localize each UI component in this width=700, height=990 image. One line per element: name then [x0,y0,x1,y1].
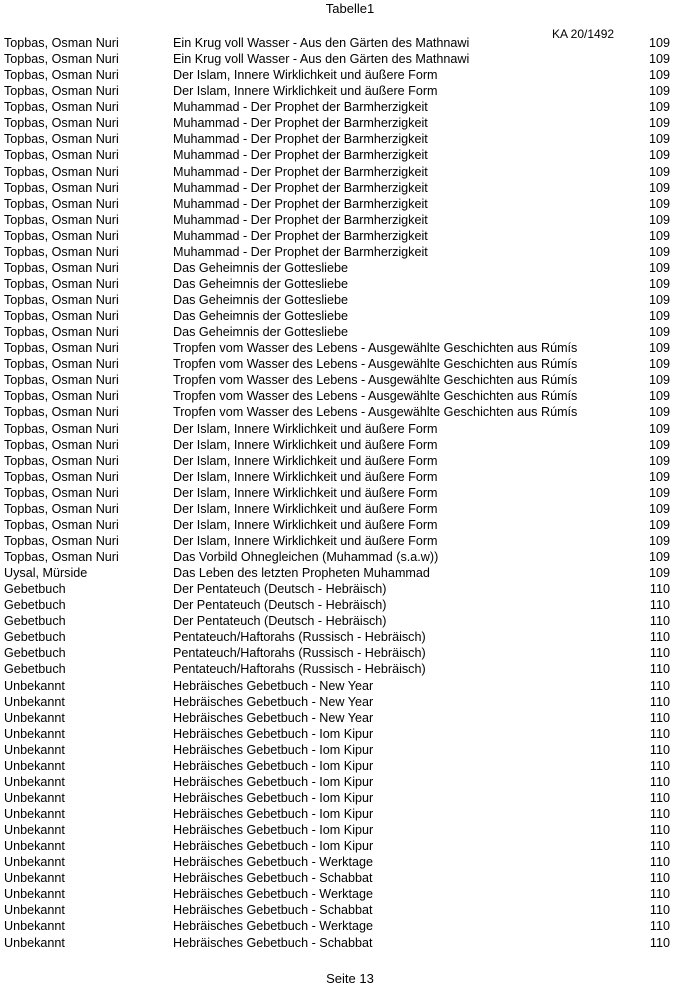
table-row [0,726,700,742]
author-cell: Uysal, Mürside [4,566,88,581]
number-cell: 109 [648,52,670,67]
table-row [0,469,700,485]
title-cell: Der Islam, Innere Wirklichkeit und äußere Form [173,453,438,468]
title-cell: Hebräisches Gebetbuch - Schabbat [173,935,373,950]
table-row [0,758,700,774]
author-cell: Topbas, Osman Nuri [4,437,119,452]
table-row [0,501,700,517]
author-cell: Topbas, Osman Nuri [4,550,119,564]
author-cell: Unbekannt [4,887,65,902]
number-cell: 110 [649,742,670,757]
author-cell: Topbas, Osman Nuri [4,341,119,356]
table-row [0,886,700,902]
author-cell: Gebetbuch [4,630,66,645]
number-cell: 110 [649,919,670,934]
number-cell: 109 [648,485,670,500]
table-row [0,180,700,196]
page-number-footer: Seite 13 [326,971,374,986]
number-cell: 109 [648,421,670,436]
author-cell: Topbas, Osman Nuri [4,405,119,420]
title-cell: Der Pentateuch (Deutsch - Hebräisch) [173,614,387,629]
table-row [0,935,700,951]
title-cell: Der Islam, Innere Wirklichkeit und äußere Form [173,485,438,500]
number-cell: 109 [648,533,670,548]
author-cell: Topbas, Osman Nuri [4,132,119,147]
number-cell: 109 [648,196,670,211]
title-cell: Der Islam, Innere Wirklichkeit und äußere Form [173,533,438,548]
author-cell: Gebetbuch [4,582,66,597]
table-row [0,196,700,212]
title-cell: Muhammad - Der Prophet der Barmherzigkeit [173,132,428,147]
table-row [0,340,700,356]
title-cell: Das Geheimnis der Gottesliebe [173,293,348,307]
author-cell: Unbekannt [4,903,65,918]
number-cell: 110 [649,598,670,613]
number-cell: 110 [649,678,670,693]
author-cell: Unbekannt [4,807,65,821]
title-cell: Ein Krug voll Wasser - Aus den Gärten des Mathnawi [173,36,470,50]
table-row [0,276,700,292]
title-cell: Muhammad - Der Prophet der Barmherzigkeit [173,148,428,163]
title-cell: Hebräisches Gebetbuch - Werktage [173,919,373,934]
author-cell: Topbas, Osman Nuri [4,100,119,115]
title-cell: Hebräisches Gebetbuch - Iom Kipur [173,807,374,821]
table-row [0,404,700,420]
number-cell: 109 [648,453,670,468]
number-cell: 109 [648,84,670,99]
title-cell: Hebräisches Gebetbuch - Iom Kipur [173,742,374,757]
number-cell: 109 [648,550,670,564]
author-cell: Gebetbuch [4,614,66,629]
number-cell: 110 [649,807,670,821]
table-row [0,581,700,597]
author-cell: Unbekannt [4,726,65,741]
table-row [0,131,700,147]
title-cell: Der Islam, Innere Wirklichkeit und äußere Form [173,469,438,484]
table-row [0,453,700,469]
title-cell: Hebräisches Gebetbuch - New Year [173,678,374,693]
number-cell: 109 [648,148,670,163]
number-cell: 110 [649,614,670,629]
number-cell: 109 [648,501,670,516]
number-cell: 109 [648,437,670,452]
author-cell: Topbas, Osman Nuri [4,84,119,99]
table-row [0,388,700,404]
title-cell: Das Geheimnis der Gottesliebe [173,325,348,340]
title-cell: Muhammad - Der Prophet der Barmherzigkeit [173,212,428,227]
title-cell: Der Pentateuch (Deutsch - Hebräisch) [173,582,387,597]
number-cell: 109 [648,341,670,356]
title-cell: Hebräisches Gebetbuch - Iom Kipur [173,839,374,854]
table-row [0,308,700,324]
table-row [0,35,700,51]
author-cell: Topbas, Osman Nuri [4,501,119,516]
title-cell: Das Geheimnis der Gottesliebe [173,276,348,291]
author-cell: Topbas, Osman Nuri [4,36,119,50]
table-row [0,372,700,388]
title-cell: Hebräisches Gebetbuch - Iom Kipur [173,790,374,805]
table-row [0,597,700,613]
table-row [0,822,700,838]
author-cell: Unbekannt [4,839,65,854]
author-cell: Topbas, Osman Nuri [4,260,119,275]
author-cell: Topbas, Osman Nuri [4,244,119,259]
number-cell: 109 [648,325,670,340]
author-cell: Topbas, Osman Nuri [4,389,119,404]
table-row [0,244,700,260]
title-cell: Der Islam, Innere Wirklichkeit und äußere Form [173,501,438,516]
title-cell: Hebräisches Gebetbuch - Werktage [173,887,373,902]
title-cell: Muhammad - Der Prophet der Barmherzigkeit [173,196,428,211]
title-cell: Das Geheimnis der Gottesliebe [173,260,348,275]
author-cell: Unbekannt [4,710,65,725]
author-cell: Unbekannt [4,774,65,789]
number-cell: 110 [649,726,670,741]
number-cell: 109 [648,212,670,227]
title-cell: Tropfen vom Wasser des Lebens - Ausgewählte Geschichten aus Rúmís [173,341,578,356]
title-cell: Muhammad - Der Prophet der Barmherzigkeit [173,100,428,115]
table-row [0,902,700,918]
number-cell: 110 [649,630,670,645]
title-cell: Muhammad - Der Prophet der Barmherzigkeit [173,164,428,179]
author-cell: Topbas, Osman Nuri [4,116,119,131]
title-cell: Der Islam, Innere Wirklichkeit und äußere Form [173,84,438,99]
author-cell: Unbekannt [4,823,65,838]
title-cell: Tropfen vom Wasser des Lebens - Ausgewählte Geschichten aus Rúmís [173,373,578,388]
table-row [0,115,700,131]
number-cell: 109 [648,116,670,131]
number-cell: 109 [648,244,670,259]
number-cell: 109 [648,36,670,50]
number-cell: 109 [648,389,670,404]
number-cell: 110 [649,855,670,870]
number-cell: 110 [649,935,670,950]
table-row [0,742,700,758]
title-cell: Tropfen vom Wasser des Lebens - Ausgewählte Geschichten aus Rúmís [173,389,578,404]
number-cell: 110 [649,662,670,677]
author-cell: Unbekannt [4,694,65,709]
title-cell: Der Pentateuch (Deutsch - Hebräisch) [173,598,387,613]
author-cell: Gebetbuch [4,662,66,677]
table-row [0,549,700,565]
number-cell: 109 [648,180,670,195]
title-cell: Der Islam, Innere Wirklichkeit und äußere Form [173,517,438,532]
author-cell: Topbas, Osman Nuri [4,421,119,436]
number-cell: 110 [649,823,670,838]
table-row [0,99,700,115]
title-cell: Der Islam, Innere Wirklichkeit und äußere Form [173,68,438,83]
author-cell: Unbekannt [4,758,65,773]
table-row [0,774,700,790]
title-cell: Pentateuch/Haftorahs (Russisch - Hebräisch) [173,662,426,677]
number-cell: 109 [648,68,670,83]
author-cell: Gebetbuch [4,646,66,661]
number-cell: 110 [649,887,670,902]
table-row [0,710,700,726]
number-cell: 109 [648,132,670,147]
number-cell: 110 [649,774,670,789]
author-cell: Unbekannt [4,678,65,693]
table-row [0,533,700,549]
author-cell: Topbas, Osman Nuri [4,164,119,179]
title-cell: Tropfen vom Wasser des Lebens - Ausgewählte Geschichten aus Rúmís [173,357,578,372]
author-cell: Topbas, Osman Nuri [4,357,119,372]
author-cell: Unbekannt [4,871,65,886]
author-cell: Topbas, Osman Nuri [4,68,119,83]
title-cell: Tropfen vom Wasser des Lebens - Ausgewählte Geschichten aus Rúmís [173,405,578,420]
author-cell: Topbas, Osman Nuri [4,373,119,388]
table-row [0,790,700,806]
author-cell: Topbas, Osman Nuri [4,196,119,211]
number-cell: 109 [648,100,670,115]
title-cell: Das Vorbild Ohnegleichen (Muhammad (s.a.w)) [173,550,439,564]
title-cell: Hebräisches Gebetbuch - Iom Kipur [173,726,374,741]
number-cell: 110 [649,839,670,854]
title-cell: Pentateuch/Haftorahs (Russisch - Hebräisch) [173,646,426,661]
number-cell: 110 [649,790,670,805]
author-cell: Topbas, Osman Nuri [4,309,119,324]
table-row [0,485,700,501]
number-cell: 109 [648,309,670,324]
author-cell: Unbekannt [4,742,65,757]
author-cell: Unbekannt [4,919,65,934]
table-row [0,421,700,437]
number-cell: 109 [648,164,670,179]
number-cell: 109 [648,405,670,420]
table-row [0,51,700,67]
title-cell: Muhammad - Der Prophet der Barmherzigkeit [173,244,428,259]
author-cell: Topbas, Osman Nuri [4,276,119,291]
author-cell: Topbas, Osman Nuri [4,325,119,340]
table-row [0,838,700,854]
title-cell: Hebräisches Gebetbuch - Iom Kipur [173,823,374,838]
title-cell: Das Leben des letzten Propheten Muhammad [173,566,430,581]
number-cell: 109 [648,293,670,307]
author-cell: Topbas, Osman Nuri [4,469,119,484]
reference-code: KA 20/1492 [552,27,615,41]
table-row [0,565,700,581]
title-cell: Hebräisches Gebetbuch - Schabbat [173,903,373,918]
table-row [0,661,700,677]
sheet-title: Tabelle1 [325,1,375,16]
number-cell: 110 [649,903,670,918]
number-cell: 110 [649,758,670,773]
author-cell: Unbekannt [4,855,65,870]
title-cell: Muhammad - Der Prophet der Barmherzigkeit [173,228,428,243]
table-row [0,613,700,629]
number-cell: 110 [649,871,670,886]
author-cell: Topbas, Osman Nuri [4,453,119,468]
table-row [0,324,700,340]
title-cell: Hebräisches Gebetbuch - New Year [173,694,374,709]
title-cell: Hebräisches Gebetbuch - Werktage [173,855,373,870]
table-row [0,260,700,276]
table-row [0,517,700,533]
title-cell: Hebräisches Gebetbuch - Iom Kipur [173,774,374,789]
title-cell: Muhammad - Der Prophet der Barmherzigkeit [173,116,428,131]
title-cell: Hebräisches Gebetbuch - Iom Kipur [173,758,374,773]
number-cell: 109 [648,373,670,388]
table-row [0,918,700,934]
table-row [0,678,700,694]
title-cell: Hebräisches Gebetbuch - Schabbat [173,871,373,886]
number-cell: 109 [648,260,670,275]
table-row [0,645,700,661]
number-cell: 110 [649,694,670,709]
table-row [0,228,700,244]
title-cell: Pentateuch/Haftorahs (Russisch - Hebräisch) [173,630,426,645]
number-cell: 109 [648,566,670,581]
table-row [0,854,700,870]
table-row [0,292,700,308]
author-cell: Gebetbuch [4,598,66,613]
table-row [0,356,700,372]
table-row [0,437,700,453]
author-cell: Topbas, Osman Nuri [4,52,119,67]
number-cell: 109 [648,228,670,243]
number-cell: 109 [648,276,670,291]
table-row [0,147,700,163]
author-cell: Topbas, Osman Nuri [4,293,119,307]
number-cell: 110 [649,710,670,725]
author-cell: Topbas, Osman Nuri [4,517,119,532]
table-row [0,164,700,180]
table-row [0,67,700,83]
table-row [0,83,700,99]
number-cell: 109 [648,517,670,532]
title-cell: Hebräisches Gebetbuch - New Year [173,710,374,725]
author-cell: Topbas, Osman Nuri [4,148,119,163]
table-row [0,870,700,886]
number-cell: 110 [649,646,670,661]
title-cell: Der Islam, Innere Wirklichkeit und äußere Form [173,421,438,436]
title-cell: Ein Krug voll Wasser - Aus den Gärten des Mathnawi [173,52,470,67]
table-row [0,212,700,228]
table-row [0,806,700,822]
author-cell: Topbas, Osman Nuri [4,212,119,227]
author-cell: Topbas, Osman Nuri [4,180,119,195]
table-row [0,629,700,645]
book-list-table [0,35,700,951]
author-cell: Topbas, Osman Nuri [4,485,119,500]
author-cell: Unbekannt [4,790,65,805]
title-cell: Der Islam, Innere Wirklichkeit und äußere Form [173,437,438,452]
title-cell: Das Geheimnis der Gottesliebe [173,309,348,324]
title-cell: Muhammad - Der Prophet der Barmherzigkeit [173,180,428,195]
number-cell: 109 [648,469,670,484]
author-cell: Topbas, Osman Nuri [4,533,119,548]
number-cell: 109 [648,357,670,372]
author-cell: Unbekannt [4,935,65,950]
author-cell: Topbas, Osman Nuri [4,228,119,243]
table-row [0,694,700,710]
number-cell: 110 [649,582,670,597]
